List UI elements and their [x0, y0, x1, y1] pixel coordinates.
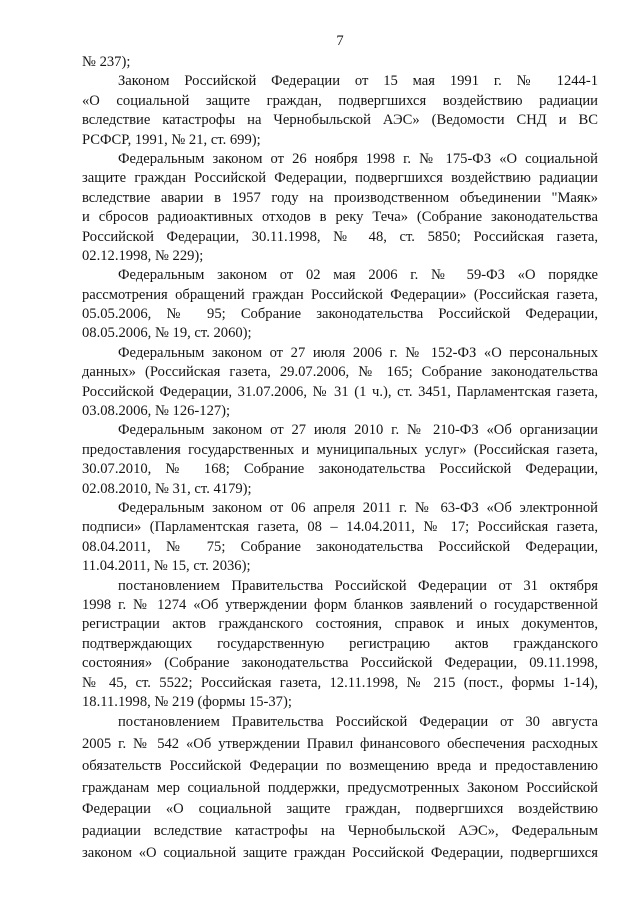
- text-line: и сбросов радиоактивных отходов в реку Теча» (Собрание законодательства: [82, 209, 598, 226]
- text-line: Федеральным законом от 27 июля 2006 г. № 152-ФЗ «О персональных: [118, 344, 598, 361]
- text-line: подтверждающих государственную регистрацию актов гражданского: [82, 635, 598, 652]
- text-line: законом «О социальной защите граждан Российской Федерации, подвергшихся: [82, 845, 598, 862]
- text-line: вследствие катастрофы на Чернобыльской АЭС» (Ведомости СНД и ВС: [82, 112, 598, 129]
- text-body: [82, 53, 598, 865]
- paragraph-resolution-542: [82, 712, 598, 865]
- paragraph-law-1244-1: [82, 72, 598, 150]
- text-line: № 45, ст. 5522; Российская газета, 12.11.1998, № 215 (пост., формы 1-14),: [82, 674, 598, 691]
- text-line: 2005 г. № 542 «Об утверждении Правил финансового обеспечения расходных: [82, 736, 598, 753]
- text-line: 08.05.2006, № 19, ст. 2060);: [82, 325, 252, 342]
- text-line: 03.08.2006, № 126-127);: [82, 403, 231, 420]
- paragraph-fz-59: [82, 266, 598, 344]
- text-line: вследствие аварии в 1957 году на производственном объединении "Маяк»: [82, 189, 598, 206]
- text-line: Российской Федерации, 31.07.2006, № 31 (1 ч.), ст. 3451, Парламентская газета,: [82, 383, 598, 400]
- text-line: 18.11.1998, № 219 (формы 15-37);: [82, 693, 292, 710]
- text-line: Федеральным законом от 02 мая 2006 г. № 59-ФЗ «О порядке: [118, 267, 598, 284]
- text-line: 08.04.2011, № 75; Собрание законодательства Российской Федерации,: [82, 538, 598, 555]
- paragraph-resolution-1274: [82, 577, 598, 713]
- text-line: 1998 г. № 1274 «Об утверждении форм бланков заявлений о государственной: [82, 596, 598, 613]
- text-line: Законом Российской Федерации от 15 мая 1991 г. № 1244-1: [118, 73, 598, 90]
- text-line: обязательств Российской Федерации по возмещению вреда и предоставлению: [82, 757, 598, 774]
- text-line: «О социальной защите граждан, подвергшихся воздействию радиации: [82, 92, 598, 109]
- text-line: 02.08.2010, № 31, ст. 4179);: [82, 480, 252, 497]
- text-line: защите граждан Российской Федерации, подвергшихся воздействию радиации: [82, 170, 598, 187]
- text-line: 02.12.1998, № 229);: [82, 247, 204, 264]
- text-line: № 237);: [82, 54, 131, 70]
- text-line: 30.07.2010, № 168; Собрание законодательства Российской Федерации,: [82, 461, 598, 478]
- text-line: подписи» (Парламентская газета, 08 – 14.04.2011, № 17; Российская газета,: [82, 519, 598, 536]
- text-line: Федеральным законом от 26 ноября 1998 г. № 175-ФЗ «О социальной: [118, 150, 598, 167]
- paragraph-fz-175: [82, 150, 598, 266]
- text-line: радиации вследствие катастрофы на Чернобыльской АЭС», Федеральным: [82, 823, 598, 840]
- text-line: гражданам мер социальной поддержки, предусмотренных Законом Российской: [82, 779, 598, 796]
- paragraph-fz-210: [82, 421, 598, 499]
- paragraph-fz-152: [82, 344, 598, 422]
- text-line: Федеральным законом от 27 июля 2010 г. № 210-ФЗ «Об организации: [118, 422, 598, 439]
- page-number: 7: [336, 33, 344, 49]
- text-line: Российской Федерации, 30.11.1998, № 48, ст. 5850; Российская газета,: [82, 228, 598, 245]
- text-line: Федеральным законом от 06 апреля 2011 г. № 63-ФЗ «Об электронной: [118, 499, 598, 516]
- paragraph-fz-63: [82, 499, 598, 577]
- paragraph-continuation: [82, 53, 598, 72]
- text-line: регистрации актов гражданского состояния, справок и иных документов,: [82, 616, 598, 633]
- text-line: данных» (Российская газета, 29.07.2006, № 165; Собрание законодательства: [82, 364, 598, 381]
- text-line: 11.04.2011, № 15, ст. 2036);: [82, 558, 251, 575]
- text-line: постановлением Правительства Российской Федерации от 30 августа: [118, 714, 598, 731]
- text-line: Федерации «О социальной защите граждан, подвергшихся воздействию: [82, 801, 598, 818]
- text-line: 05.05.2006, № 95; Собрание законодательства Российской Федерации,: [82, 306, 598, 323]
- text-line: постановлением Правительства Российской Федерации от 31 октября: [118, 577, 598, 594]
- text-line: РСФСР, 1991, № 21, ст. 699);: [82, 131, 261, 148]
- text-line: состояния» (Собрание законодательства Российской Федерации, 09.11.1998,: [82, 655, 598, 672]
- text-line: предоставления государственных и муниципальных услуг» (Российская газета,: [82, 441, 598, 458]
- text-line: рассмотрения обращений граждан Российской Федерации» (Российская газета,: [82, 286, 598, 303]
